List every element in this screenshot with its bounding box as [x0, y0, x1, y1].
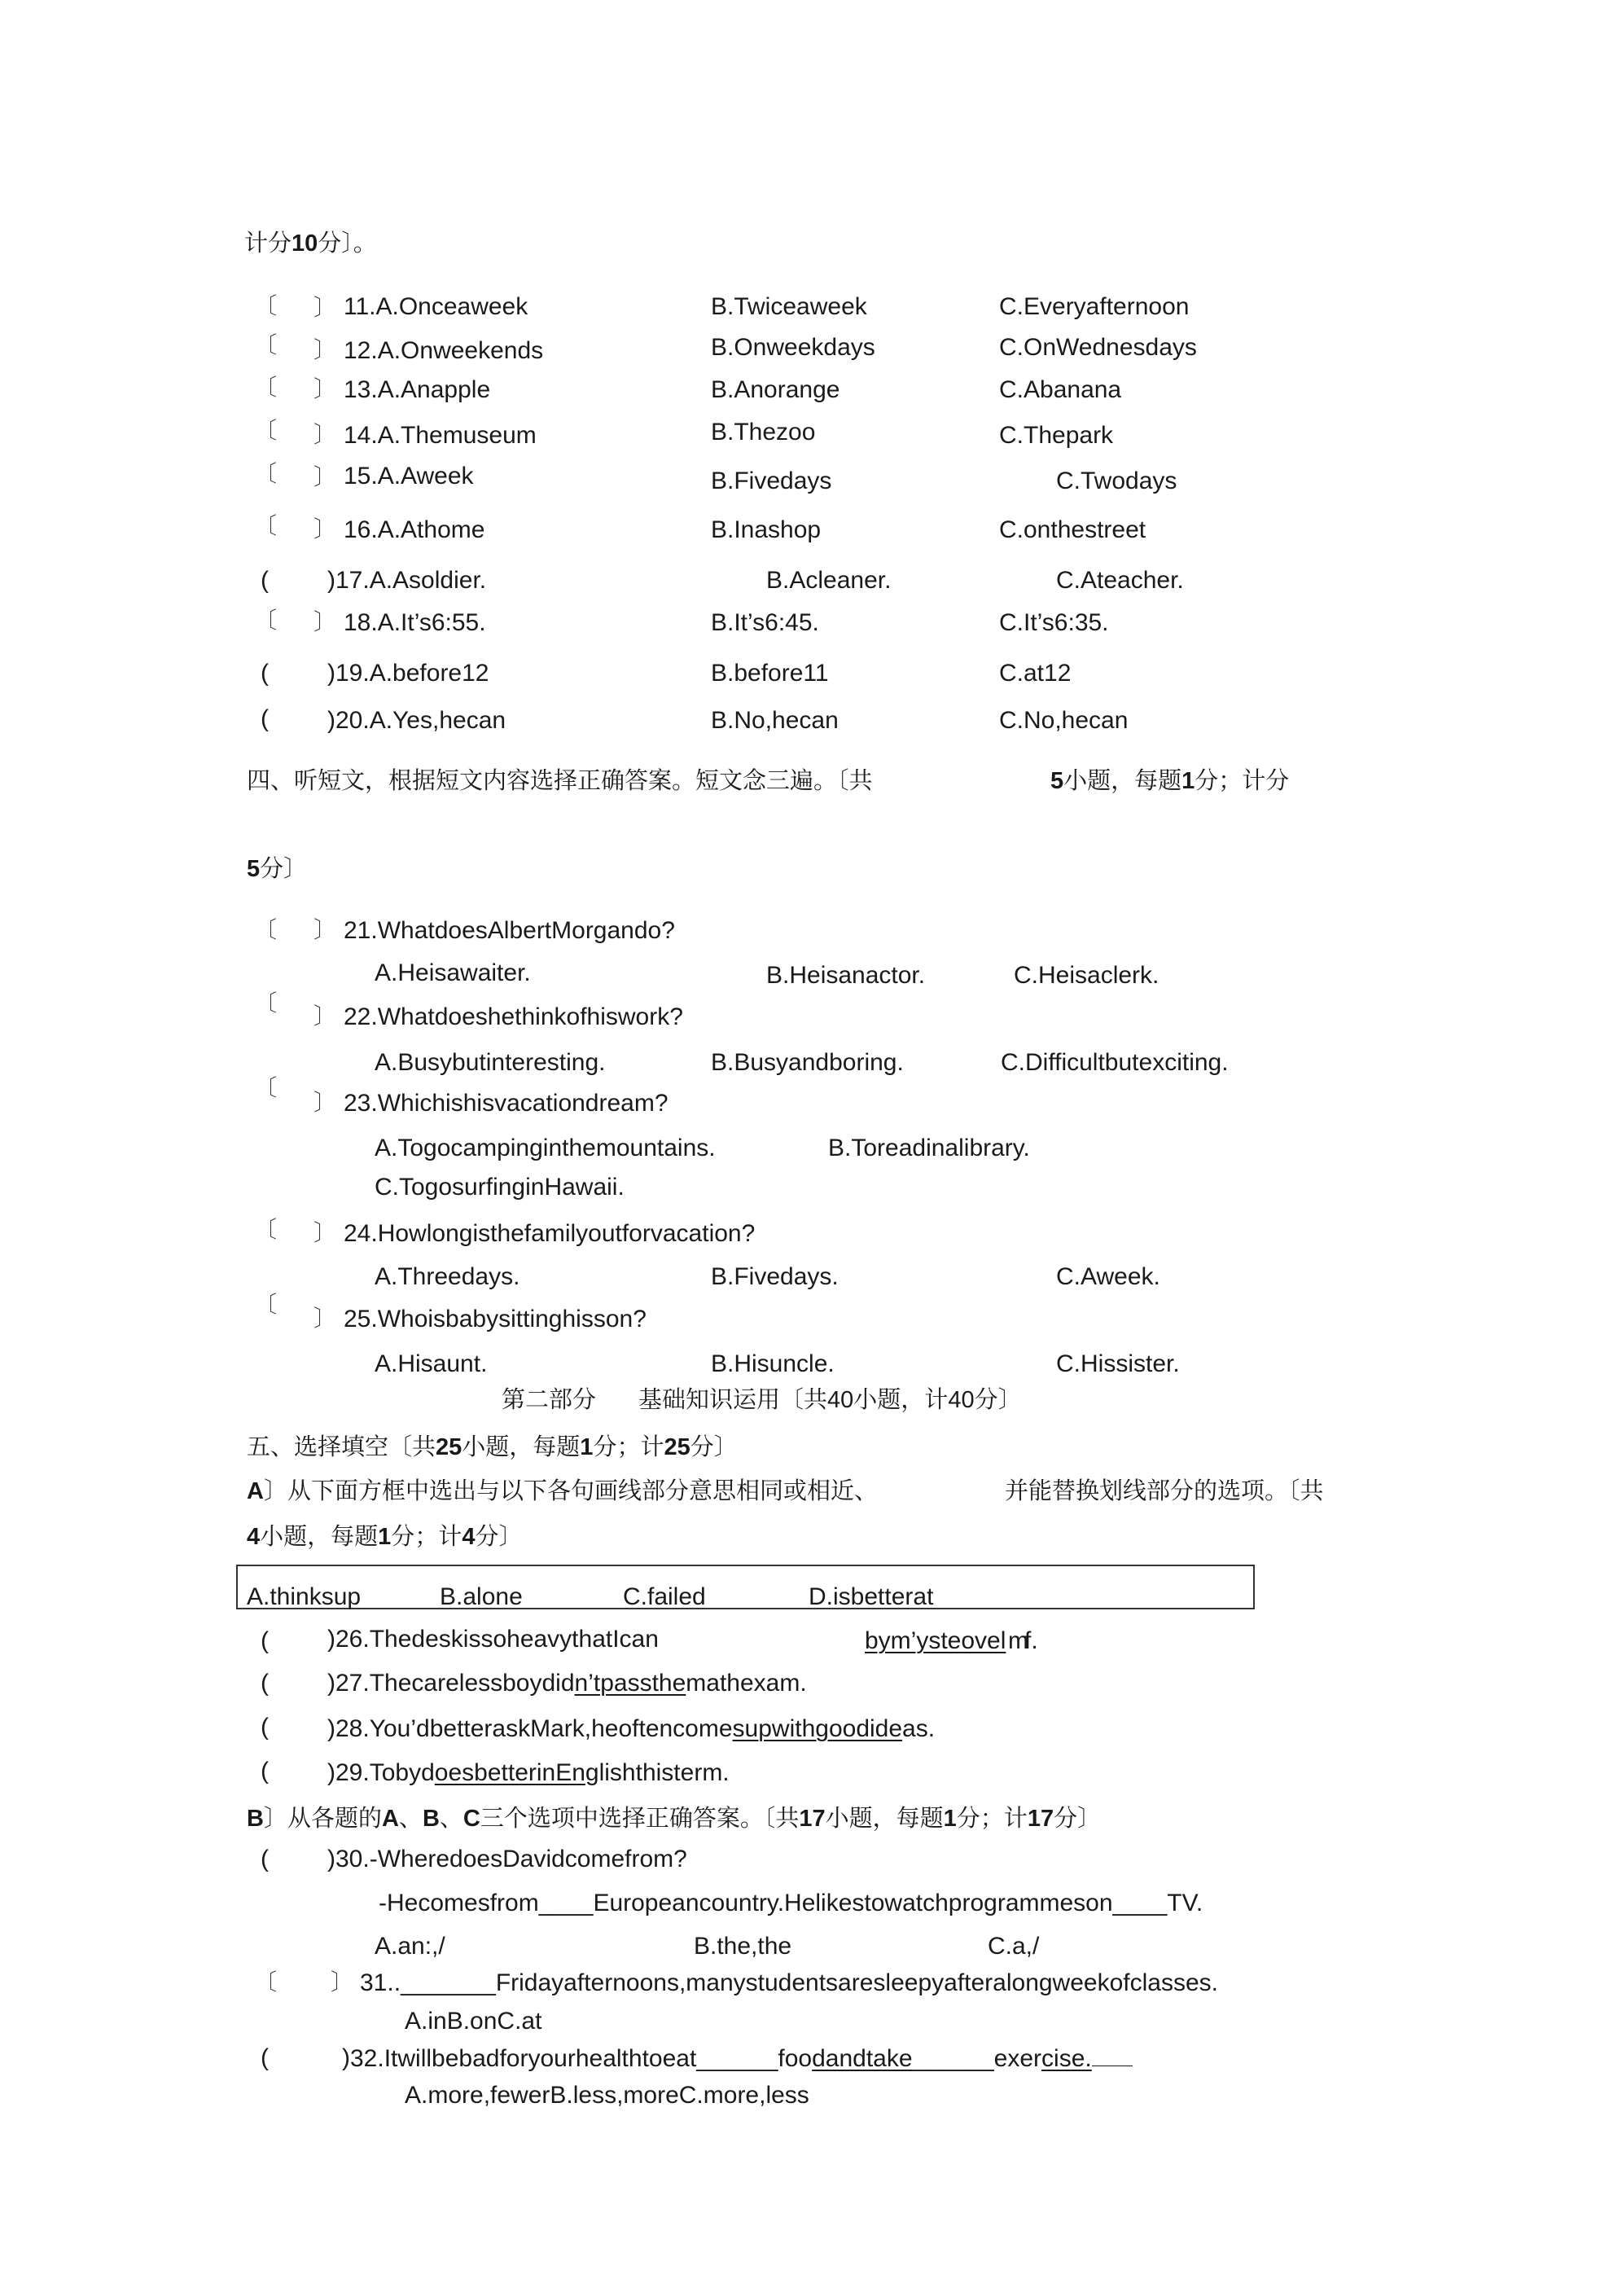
question-11-option-b: B.Twiceaweek	[711, 293, 867, 320]
question-32-underlined-2: cise.	[1041, 2045, 1092, 2072]
answer-blank-close: )	[327, 1626, 335, 1653]
answer-blank-close: 〕	[313, 295, 337, 320]
answer-blank-open: 〔	[254, 917, 278, 942]
answer-blank-close: 〕	[313, 376, 337, 402]
question-24-text: 24.Howlongisthefamilyoutforvacation?	[344, 1220, 756, 1247]
question-18-option-a: 18.A.It’s6:55.	[344, 609, 486, 636]
question-14-option-b: B.Thezoo	[711, 419, 816, 446]
answer-blank-close: 〕	[313, 917, 337, 942]
question-23-option-c: C.TogosurfinginHawaii.	[375, 1174, 625, 1201]
answer-blank-open: 〔	[254, 513, 278, 538]
question-31-text: 31.._______Fridayafternoons,manystudentsaresleepyafteralongweekofclasses.	[360, 1969, 1218, 1996]
question-20-option-c: C.No,hecan	[999, 707, 1129, 734]
question-25-option-b: B.Hisuncle.	[711, 1350, 835, 1377]
intro-text-end: 分〕。	[318, 229, 377, 257]
question-31-options: A.inB.onC.at	[405, 2008, 542, 2035]
question-12-option-c: C.OnWednesdays	[999, 334, 1197, 361]
section-a-line-2: 4小题，每题1分；计4分〕	[247, 1522, 523, 1550]
answer-blank-open: 〔	[254, 1969, 278, 1995]
question-13-option-b: B.Anorange	[711, 376, 840, 403]
section-a-line-1-end: 并能替换划线部分的选项。〔共	[1005, 1477, 1324, 1504]
question-29-text: 29.TobydoesbetterinEnglishthisterm.	[335, 1759, 730, 1786]
section-4-title-text: 四、听短文，根据短文内容选择正确答案。短文念三遍。〔共	[247, 766, 873, 794]
question-32-underlined: dandtake	[812, 2045, 913, 2072]
answer-blank-open: 〔	[254, 332, 278, 358]
answer-blank-open: 〔	[254, 293, 278, 318]
question-27-text: 27.Thecarelessboydidn’tpassthemathexam.	[335, 1670, 807, 1697]
section-4-title-count: 5小题，每题1分；计分	[1050, 766, 1290, 794]
question-17-option-c: C.Ateacher.	[1056, 567, 1184, 594]
answer-blank-open: 〔	[254, 461, 278, 486]
answer-blank-close: )	[327, 1715, 335, 1742]
answer-blank-open: (	[261, 1846, 269, 1872]
question-27-underlined: n’tpassthe	[574, 1670, 686, 1697]
question-26-text: 26.ThedeskissoheavythatIcan	[335, 1626, 659, 1653]
question-16-option-b: B.Inashop	[711, 516, 822, 543]
intro-line	[244, 231, 377, 256]
question-23-option-a: A.Togocampinginthemountains.	[375, 1135, 716, 1161]
answer-blank-open: (	[261, 567, 269, 594]
option-box-b: B.alone	[440, 1583, 523, 1610]
answer-blank-close: 〕	[331, 1969, 354, 1995]
answer-blank-close: 〕	[313, 337, 337, 362]
question-23-text: 23.Whichishisvacationdream?	[344, 1090, 669, 1117]
question-14-option-a: 14.A.Themuseum	[344, 422, 537, 449]
answer-blank-open: 〔	[254, 1075, 278, 1100]
section-4-title-score: 5分〕	[247, 854, 308, 882]
question-18-option-c: C.It’s6:35.	[999, 609, 1109, 636]
answer-blank-open: 〔	[254, 418, 278, 443]
question-19-option-c: C.at12	[999, 660, 1072, 687]
answer-blank-close: )	[327, 1759, 335, 1786]
answer-blank-close: 〕	[313, 1220, 337, 1245]
question-16-option-c: C.onthestreet	[999, 516, 1146, 543]
question-23-option-b: B.Toreadinalibrary.	[828, 1135, 1030, 1161]
answer-blank-open: 〔	[254, 990, 278, 1016]
question-26-underlined: bym’ysteovel	[865, 1627, 1006, 1654]
question-11-option-a: 11.A.Onceaweek	[344, 293, 528, 320]
answer-blank-open: (	[261, 705, 269, 732]
question-28-underlined: supwithgoodide	[732, 1715, 903, 1742]
question-24-option-a: A.Threedays.	[375, 1263, 520, 1290]
section-b-title: B〕从各题的A、B、C三个选项中选择正确答案。〔共17小题，每题1分；计17分〕	[247, 1804, 1102, 1832]
question-30-option-c: C.a,/	[988, 1933, 1040, 1960]
question-20-option-a: 20.A.Yes,hecan	[335, 707, 506, 734]
answer-blank-open: 〔	[254, 1292, 278, 1317]
question-21-option-c: C.Heisaclerk.	[1014, 962, 1160, 989]
answer-blank-close: )	[342, 2044, 350, 2071]
question-11-option-c: C.Everyafternoon	[999, 293, 1190, 320]
option-box-d: D.isbetterat	[809, 1583, 934, 1610]
answer-blank-open: 〔	[254, 608, 278, 633]
option-box-c: C.failed	[623, 1583, 706, 1610]
question-15-option-a: 15.A.Aweek	[344, 463, 474, 489]
option-box	[236, 1565, 1255, 1609]
answer-blank-close: 〕	[313, 609, 337, 634]
section-a-line-1: A〕从下面方框中选出与以下各句画线部分意思相同或相近、	[247, 1477, 878, 1504]
question-28-text: 28.You’dbetteraskMark,heoftencomesupwithgoodideas.	[335, 1715, 936, 1742]
question-25-option-a: A.Hisaunt.	[375, 1350, 488, 1377]
answer-blank-close: 〕	[313, 422, 337, 447]
answer-blank-close: 〕	[313, 1003, 337, 1029]
question-21-option-a: A.Heisawaiter.	[375, 959, 531, 986]
question-16-option-a: 16.A.Athome	[344, 516, 485, 543]
answer-blank-open: (	[261, 2044, 269, 2071]
question-26-text-end: f.	[1024, 1627, 1038, 1654]
question-25-text: 25.Whoisbabysittinghisson?	[344, 1306, 647, 1332]
question-22-text: 22.Whatdoeshethinkofhiswork?	[344, 1003, 683, 1030]
question-32-text: 32.Itwillbebadforyourhealthtoeat______foodandtake______exercise.	[350, 2046, 1133, 2071]
answer-blank-open: (	[261, 1670, 269, 1697]
answer-blank-open: 〔	[254, 1217, 278, 1242]
answer-blank-open: (	[261, 660, 269, 687]
answer-blank-close: 〕	[313, 1306, 337, 1331]
answer-blank-close: )	[327, 1846, 335, 1872]
answer-blank-close: )	[327, 660, 335, 687]
question-26-overlap-glyph: m	[1008, 1627, 1028, 1654]
question-12-option-a: 12.A.Onweekends	[344, 337, 544, 364]
section-5-title: 五、选择填空〔共25小题，每题1分；计25分〕	[247, 1433, 738, 1460]
question-17-option-b: B.Acleaner.	[766, 567, 892, 594]
answer-blank-close: 〕	[313, 464, 337, 489]
intro-score: 10	[292, 230, 318, 257]
answer-blank-close: 〕	[313, 516, 337, 542]
question-24-option-c: C.Aweek.	[1056, 1263, 1160, 1290]
question-30-option-a: A.an:,/	[375, 1933, 445, 1960]
answer-blank-close: 〕	[313, 1090, 337, 1115]
question-24-option-b: B.Fivedays.	[711, 1263, 839, 1290]
question-13-option-a: 13.A.Anapple	[344, 376, 491, 403]
question-30-option-b: B.the,the	[694, 1933, 792, 1960]
question-18-option-b: B.It’s6:45.	[711, 609, 819, 636]
answer-blank-open: (	[261, 1714, 269, 1741]
answer-blank-open: 〔	[254, 375, 278, 400]
answer-blank-open: (	[261, 1627, 269, 1654]
question-22-option-b: B.Busyandboring.	[711, 1049, 904, 1076]
question-13-option-c: C.Abanana	[999, 376, 1122, 403]
answer-blank-close: )	[327, 1670, 335, 1697]
question-22-option-c: C.Difficultbutexciting.	[1001, 1049, 1229, 1076]
question-30-text: 30.-WheredoesDavidcomefrom?	[335, 1846, 687, 1872]
question-29-underlined: oesbetterinEn	[434, 1759, 585, 1786]
question-22-option-a: A.Busybutinteresting.	[375, 1049, 606, 1076]
question-15-option-b: B.Fivedays	[711, 468, 832, 494]
question-19-option-b: B.before11	[711, 660, 829, 687]
question-30-line-2: -Hecomesfrom____Europeancountry.Helikestowatchprogrammeson____TV.	[379, 1890, 1203, 1916]
question-12-option-b: B.Onweekdays	[711, 334, 875, 361]
question-14-option-c: C.Thepark	[999, 422, 1114, 449]
answer-blank-open: (	[261, 1758, 269, 1785]
part-2-title: 第二部分 基础知识运用〔共40小题，计40分〕	[502, 1385, 1022, 1413]
answer-blank-close: )	[327, 567, 335, 594]
question-32-options: A.more,fewerB.less,moreC.more,less	[405, 2082, 809, 2109]
question-20-option-b: B.No,hecan	[711, 707, 839, 734]
question-19-option-a: 19.A.before12	[335, 660, 489, 687]
question-21-option-b: B.Heisanactor.	[766, 962, 926, 989]
answer-blank-close: )	[327, 707, 335, 734]
question-15-option-c: C.Twodays	[1056, 468, 1177, 494]
intro-text: 计分	[244, 229, 292, 257]
option-box-a: A.thinksup	[247, 1583, 362, 1610]
question-21-text: 21.WhatdoesAlbertMorgando?	[344, 917, 675, 944]
question-17-option-a: 17.A.Asoldier.	[335, 567, 487, 594]
question-25-option-c: C.Hissister.	[1056, 1350, 1180, 1377]
